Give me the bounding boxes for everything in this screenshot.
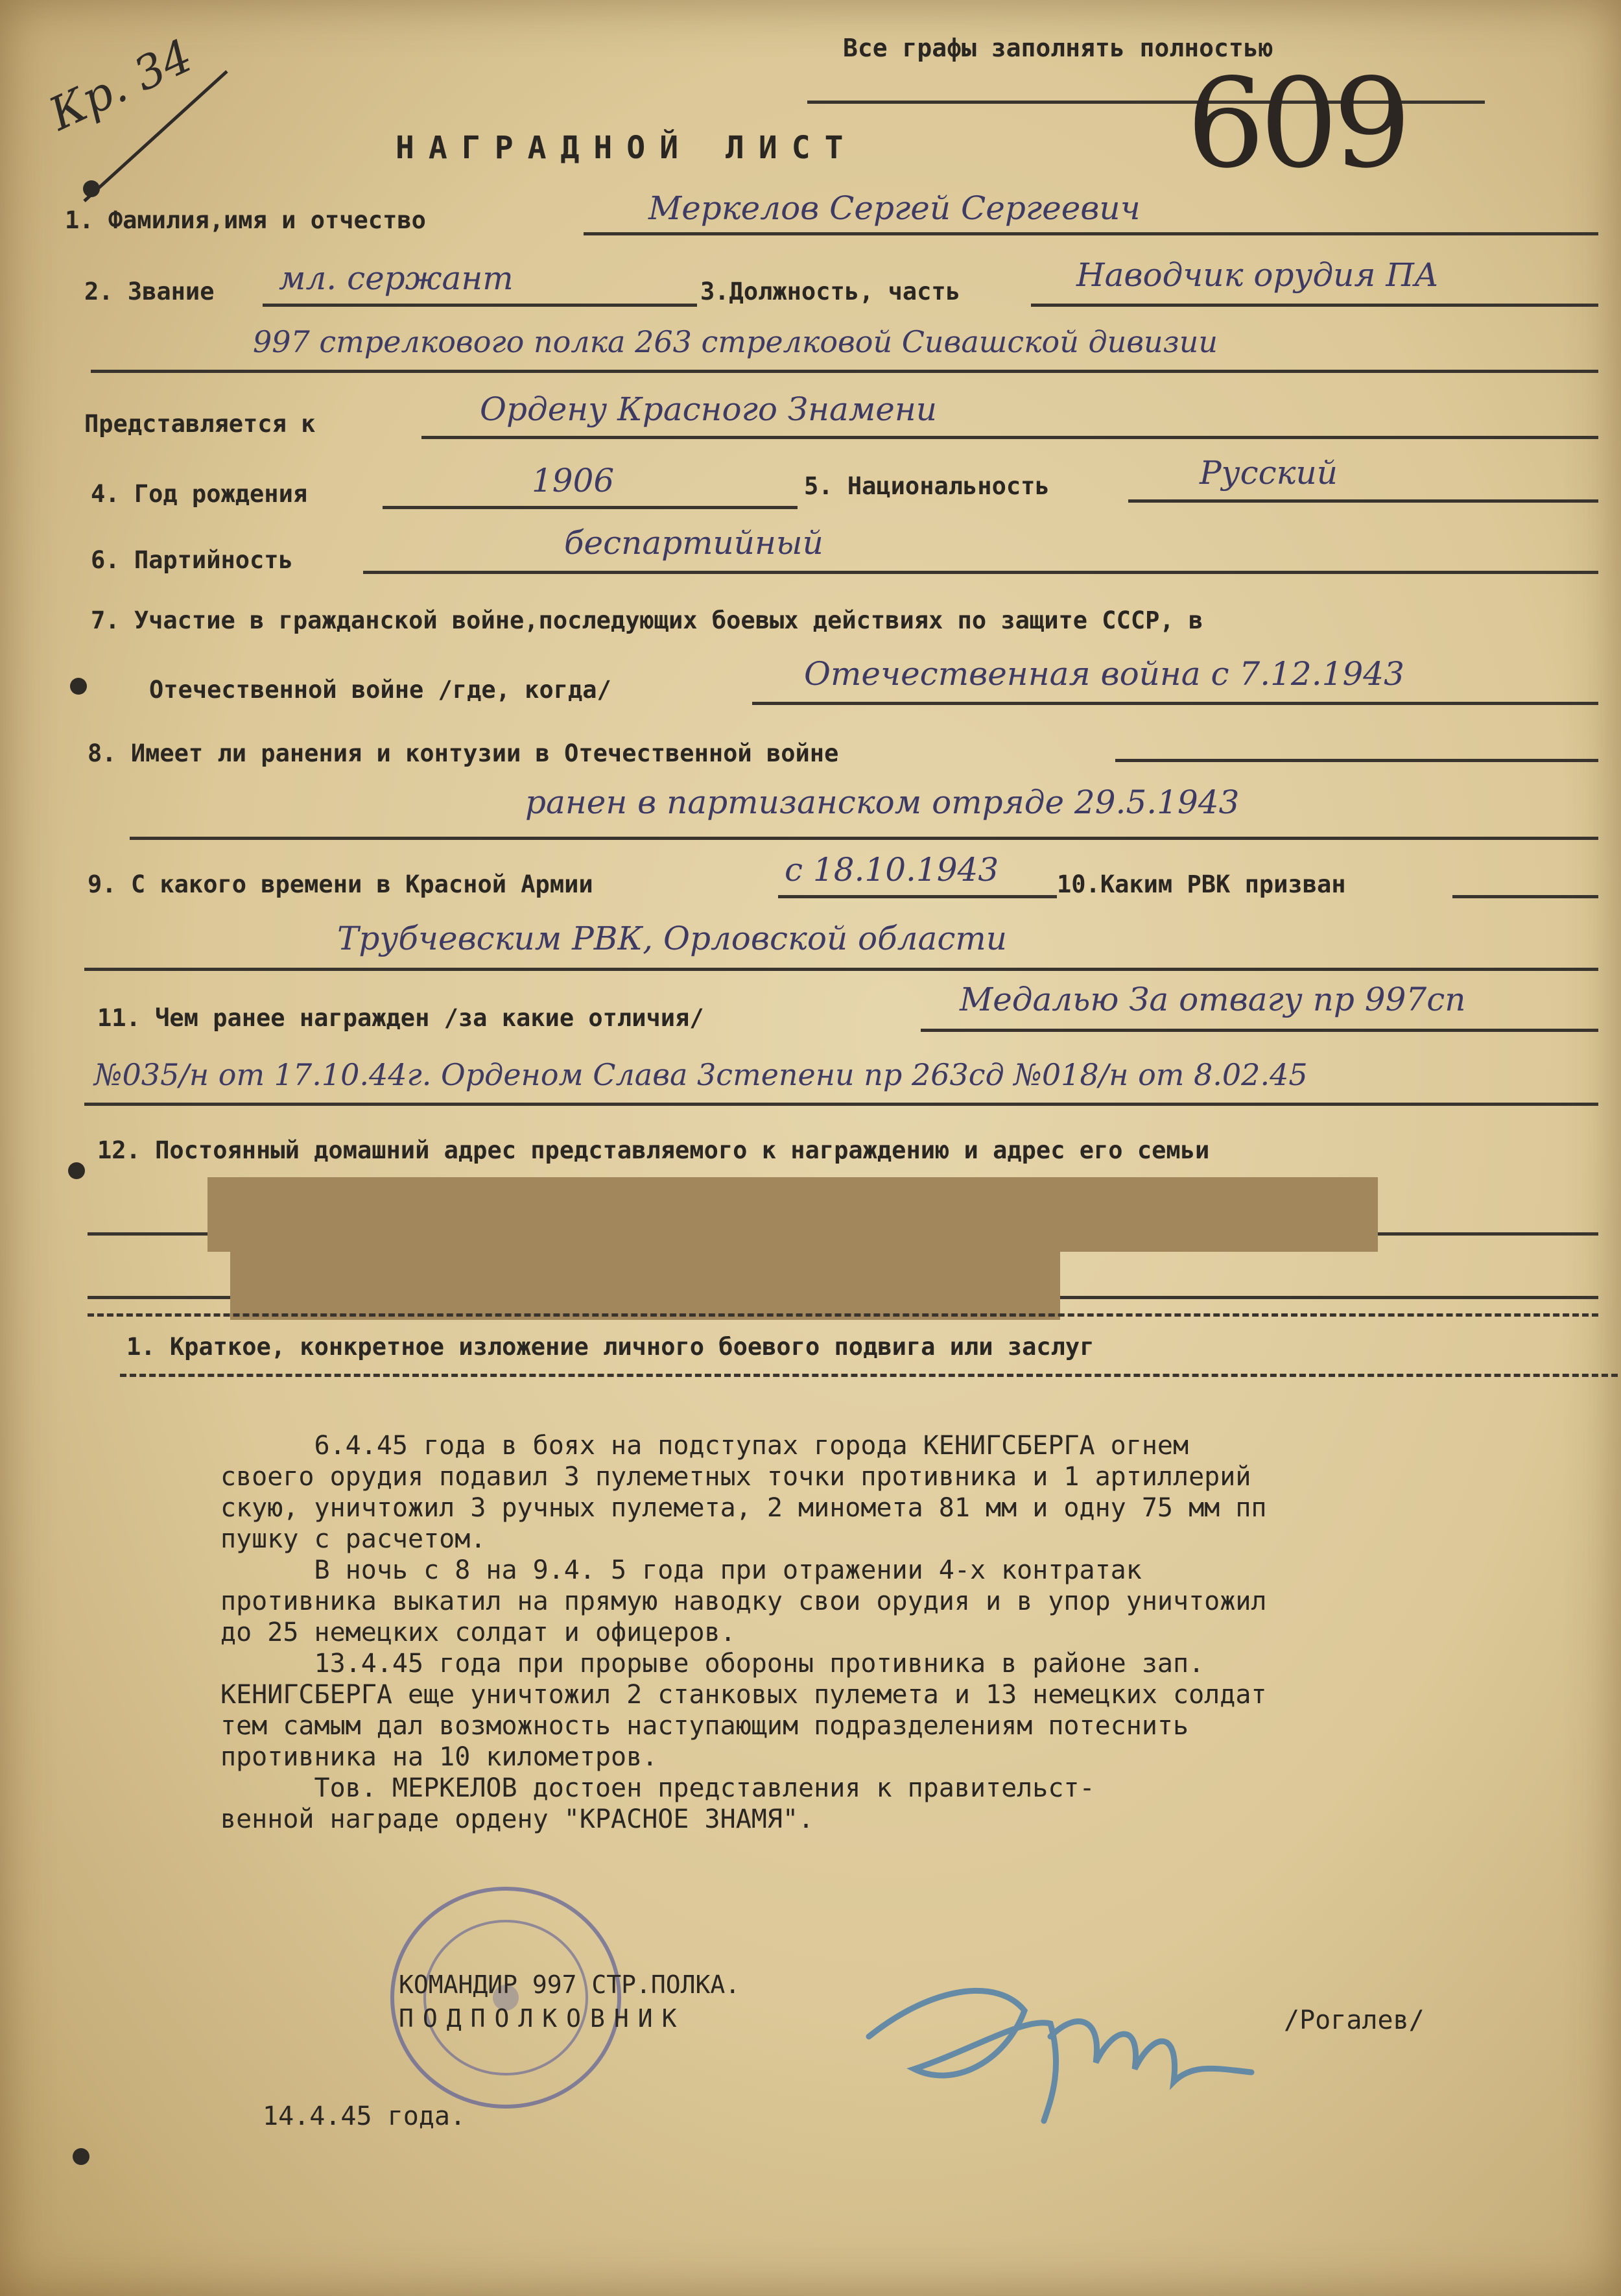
narrative-line: пушку с расчетом. bbox=[220, 1524, 486, 1554]
field-3-rule-2 bbox=[91, 370, 1598, 373]
field-1-value: Меркелов Сергей Сергеевич bbox=[648, 189, 1141, 227]
narrative-line: венной награде ордену "КРАСНОЕ ЗНАМЯ". bbox=[220, 1804, 814, 1834]
field-11-rule bbox=[921, 1029, 1598, 1032]
handwritten-signature bbox=[856, 1959, 1271, 2153]
instruction-text: Все графы заполнять полностью bbox=[843, 34, 1273, 62]
field-3-rule bbox=[1031, 304, 1598, 307]
field-6-value: беспартийный bbox=[564, 524, 823, 562]
field-9-value: с 18.10.1943 bbox=[785, 851, 999, 889]
signatory-name: /Рогалев/ bbox=[1284, 2005, 1425, 2035]
field-4-value: 1906 bbox=[532, 462, 615, 499]
narrative-line: скую, уничтожил 3 ручных пулемета, 2 миномета 81 мм и одну 75 мм пп bbox=[220, 1493, 1267, 1523]
field-6-label: 6. Партийность bbox=[91, 546, 293, 574]
field-11-value: Медалью За отвагу пр 997сп bbox=[960, 981, 1466, 1018]
document-date: 14.4.45 года. bbox=[263, 2101, 466, 2131]
narrative-line: В ночь с 8 на 9.4. 5 года при отражении 4-х контратак bbox=[220, 1555, 1142, 1585]
field-4-rule bbox=[383, 506, 798, 509]
narrative-line: противника выкатил на прямую наводку свои орудия и в упор уничтожил bbox=[220, 1586, 1267, 1616]
address-redaction-1 bbox=[207, 1177, 1378, 1252]
field-10-label: 10.Каким РВК призван bbox=[1057, 870, 1346, 898]
diagonal-pen-stroke bbox=[71, 65, 240, 221]
field-11-label: 11. Чем ранее награжден /за какие отличия/ bbox=[97, 1004, 704, 1032]
field-7-label: 7. Участие в гражданской войне,последующих боевых действиях по защите СССР, в bbox=[91, 606, 1203, 634]
field-2-value: мл. сержант bbox=[279, 259, 514, 297]
corner-note: Кр. 34 bbox=[41, 29, 200, 141]
field-11-rule-2 bbox=[84, 1103, 1598, 1106]
award-value: Ордену Красного Знамени bbox=[480, 390, 938, 428]
field-10-rule-2 bbox=[84, 968, 1598, 971]
field-5-rule bbox=[1128, 499, 1598, 503]
narrative-line: 6.4.45 года в боях на подступах города КЕНИГСБЕРГА огнем bbox=[220, 1431, 1189, 1461]
field-10-rule bbox=[1452, 895, 1598, 898]
field-1-label: 1. Фамилия,имя и отчество bbox=[65, 206, 426, 234]
narrative-line: противника на 10 километров. bbox=[220, 1742, 658, 1772]
signatory-position-1: КОМАНДИР 997 СТР.ПОЛКА. bbox=[399, 1970, 740, 1999]
section-heading: 1. Краткое, конкретное изложение личного боевого подвига или заслуг bbox=[126, 1333, 1094, 1361]
section-rule-top bbox=[88, 1313, 1598, 1317]
field-2-rule bbox=[263, 304, 697, 307]
field-4-label: 4. Год рождения bbox=[91, 480, 308, 508]
field-9-label: 9. С какого времени в Красной Армии bbox=[88, 870, 593, 898]
field-9-rule bbox=[778, 895, 1057, 898]
field-1-rule bbox=[584, 232, 1598, 235]
document-title: НАГРАДНОЙ ЛИСТ bbox=[396, 130, 858, 166]
field-5-label: 5. Национальность bbox=[804, 472, 1050, 500]
field-8-rule bbox=[1115, 759, 1598, 762]
field-7-value: Отечественная война с 7.12.1943 bbox=[804, 655, 1404, 693]
binding-hole bbox=[68, 1162, 85, 1179]
narrative-line: КЕНИГСБЕРГА еще уничтожил 2 станковых пулемета и 13 немецких солдат bbox=[220, 1680, 1267, 1710]
field-3-label: 3.Должность, часть bbox=[700, 278, 960, 305]
field-11-value-line2: №035/н от 17.10.44г. Орденом Слава 3степени пр 263сд №018/н от 8.02.45 bbox=[94, 1057, 1308, 1092]
field-3-value: Наводчик орудия ПА bbox=[1076, 256, 1439, 294]
field-7-rule bbox=[752, 702, 1598, 705]
field-6-rule bbox=[363, 571, 1598, 574]
signatory-position-2: ПОДПОЛКОВНИК bbox=[399, 2004, 686, 2033]
narrative-line: Тов. МЕРКЕЛОВ достоен представления к правительст- bbox=[220, 1773, 1095, 1803]
handwritten-number: 609 bbox=[1187, 52, 1406, 195]
field-8-value: ранен в партизанском отряде 29.5.1943 bbox=[525, 783, 1240, 821]
field-12-label: 12. Постоянный домашний адрес представляемого к награждению и адрес его семьи bbox=[97, 1136, 1210, 1164]
section-rule-bottom bbox=[120, 1374, 1618, 1377]
address-redaction-2 bbox=[230, 1252, 1060, 1320]
field-8-rule-2 bbox=[130, 837, 1598, 840]
narrative-line: 13.4.45 года при прорыве обороны противника в районе зап. bbox=[220, 1649, 1205, 1679]
binding-hole bbox=[73, 2148, 89, 2165]
binding-hole bbox=[83, 180, 100, 197]
field-7-label-line2: Отечественной войне /где, когда/ bbox=[149, 676, 611, 704]
field-5-value: Русский bbox=[1200, 454, 1338, 492]
award-label: Представляется к bbox=[84, 410, 316, 438]
narrative-line: своего орудия подавил 3 пулеметных точки противника и 1 артиллерий bbox=[220, 1462, 1251, 1492]
narrative-block bbox=[220, 1430, 1267, 1835]
narrative-line: тем самым дал возможность наступающим подразделениям потеснить bbox=[220, 1711, 1189, 1741]
field-3-value-line2: 997 стрелкового полка 263 стрелковой Сивашской дивизии bbox=[253, 324, 1218, 359]
field-8-label: 8. Имеет ли ранения и контузии в Отечественной войне bbox=[88, 739, 839, 767]
narrative-line: до 25 немецких солдат и офицеров. bbox=[220, 1618, 736, 1647]
field-2-label: 2. Звание bbox=[84, 278, 215, 305]
field-10-value: Трубчевским РВК, Орловской области bbox=[337, 920, 1007, 957]
binding-hole bbox=[70, 678, 87, 695]
award-rule bbox=[421, 436, 1598, 439]
